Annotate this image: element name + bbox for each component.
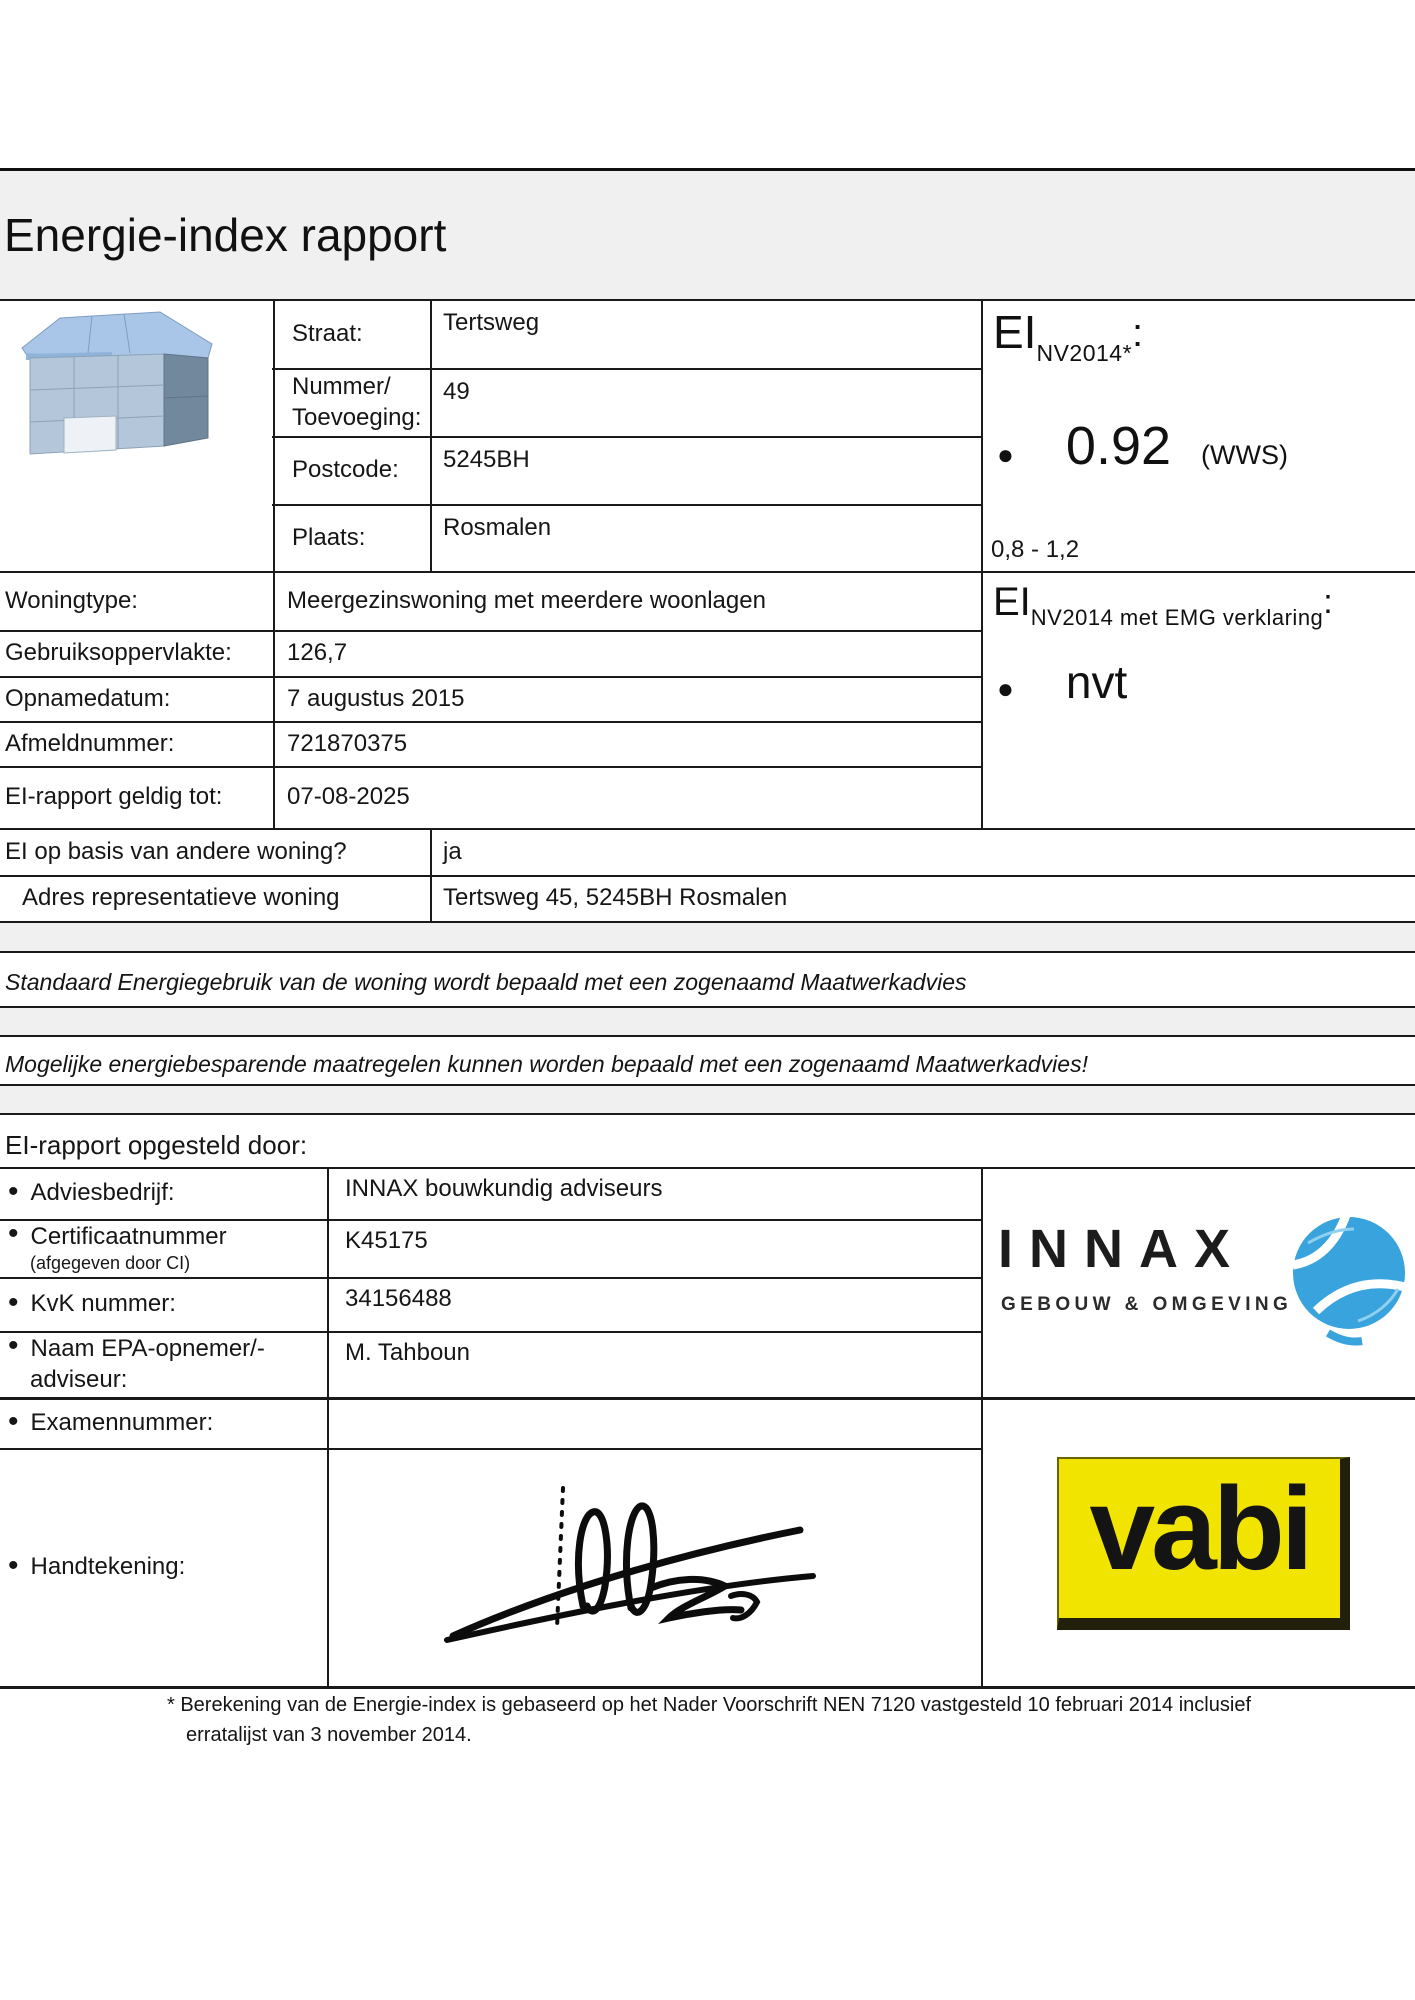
advisor-label-examennummer: • Examennummer:: [8, 1404, 214, 1438]
rule: [0, 1686, 1415, 1689]
ei-unit: (WWS): [1201, 440, 1288, 470]
footnote-line1: * Berekening van de Energie-index is gebaseerd op het Nader Voorschrift NEN 7120 vastgesteld 10 februari 2014 inclusief: [167, 1694, 1251, 1716]
rule: [273, 299, 275, 830]
title-band: [0, 168, 1415, 301]
detail-value-afmeldnummer: 721870375: [287, 729, 408, 757]
ei-emg-formula: EINV2014 met EMG verklaring:: [993, 580, 1333, 630]
advisor-label-epa-opnemer: • Naam EPA-opnemer/- adviseur:: [8, 1328, 265, 1393]
address-value-postcode: 5245BH: [443, 446, 530, 473]
advisor-value-epa-opnemer: M. Tahboun: [345, 1339, 470, 1366]
rule: [430, 828, 432, 923]
detail-value-opnamedatum: 7 augustus 2015: [287, 684, 465, 712]
page-title: Energie-index rapport: [4, 209, 447, 261]
innax-logo-icon: [1288, 1203, 1410, 1351]
detail-label-opnamedatum: Opnamedatum:: [5, 684, 171, 712]
basis-label-andere-woning: EI op basis van andere woning?: [5, 837, 347, 865]
innax-logo-tagline: GEBOUW & OMGEVING: [1001, 1294, 1293, 1315]
address-label-straat: Straat:: [292, 320, 363, 347]
advisor-label-certificaatnummer: • Certificaatnummer (afgegeven door CI): [8, 1216, 227, 1273]
bullet-icon: ●: [997, 673, 1014, 704]
rule: [981, 299, 983, 830]
statement-mogelijke-maatregelen: Mogelijke energiebesparende maatregelen kunnen worden bepaald met een zogenaamd Maatwerkadvies!: [5, 1050, 1088, 1077]
divider-band: [0, 1006, 1415, 1037]
vabi-logo: vabi: [1057, 1457, 1350, 1630]
bullet-icon: ●: [997, 439, 1014, 470]
prepared-by-heading: EI-rapport opgesteld door:: [5, 1129, 308, 1160]
address-label-postcode: Postcode:: [292, 456, 399, 483]
detail-label-gebruiksoppervlakte: Gebruiksoppervlakte:: [5, 639, 232, 666]
advisor-value-adviesbedrijf: INNAX bouwkundig adviseurs: [345, 1175, 663, 1202]
rule: [327, 1167, 329, 1686]
footnote-line2: erratalijst van 3 november 2014.: [186, 1724, 472, 1746]
address-label-plaats: Plaats:: [292, 523, 366, 551]
bullet-icon: •: [8, 1328, 19, 1362]
innax-logo-text: INNAX: [998, 1219, 1247, 1279]
basis-label-adres-representatief: Adres representatieve woning: [22, 884, 340, 911]
address-value-nummer: 49: [443, 378, 470, 405]
building-photo: [12, 306, 222, 461]
divider-band: [0, 1084, 1415, 1115]
advisor-label-handtekening: • Handtekening:: [8, 1549, 186, 1582]
detail-label-woningtype: Woningtype:: [5, 586, 138, 614]
ei-range: 0,8 - 1,2: [991, 536, 1080, 563]
detail-label-geldig-tot: EI-rapport geldig tot:: [5, 783, 223, 810]
detail-value-woningtype: Meergezinswoning met meerdere woonlagen: [287, 586, 766, 614]
ei-emg-value-line: [997, 655, 1127, 709]
ei-value: 0.92: [1065, 416, 1172, 476]
advisor-value-certificaatnummer: K45175: [345, 1227, 428, 1254]
basis-value-adres-representatief: Tertsweg 45, 5245BH Rosmalen: [443, 884, 788, 911]
statement-standaard-energiegebruik: Standaard Energiegebruik van de woning wordt bepaald met een zogenaamd Maatwerkadvies: [5, 968, 967, 995]
bullet-icon: •: [8, 1216, 19, 1250]
advisor-label-kvk: • KvK nummer:: [8, 1286, 176, 1319]
ei-nv2014-formula: EINV2014*:: [993, 306, 1144, 366]
divider-band: [0, 921, 1415, 953]
advisor-value-kvk: 34156488: [345, 1285, 452, 1312]
detail-value-gebruiksoppervlakte: 126,7: [287, 639, 348, 666]
ei-nv2014-value-line: [997, 415, 1288, 477]
detail-value-geldig-tot: 07-08-2025: [287, 783, 410, 810]
detail-label-afmeldnummer: Afmeldnummer:: [5, 729, 175, 757]
address-label-nummer: Nummer/ Toevoeging:: [292, 372, 422, 431]
rule: [981, 1167, 983, 1686]
ei-emg-value: nvt: [1065, 656, 1128, 708]
address-value-plaats: Rosmalen: [443, 514, 552, 541]
signature-image: [435, 1468, 830, 1673]
rule: [430, 299, 432, 573]
address-value-straat: Tertsweg: [443, 309, 540, 336]
advisor-label-adviesbedrijf: • Adviesbedrijf:: [8, 1175, 175, 1208]
basis-value-andere-woning: ja: [443, 837, 462, 865]
